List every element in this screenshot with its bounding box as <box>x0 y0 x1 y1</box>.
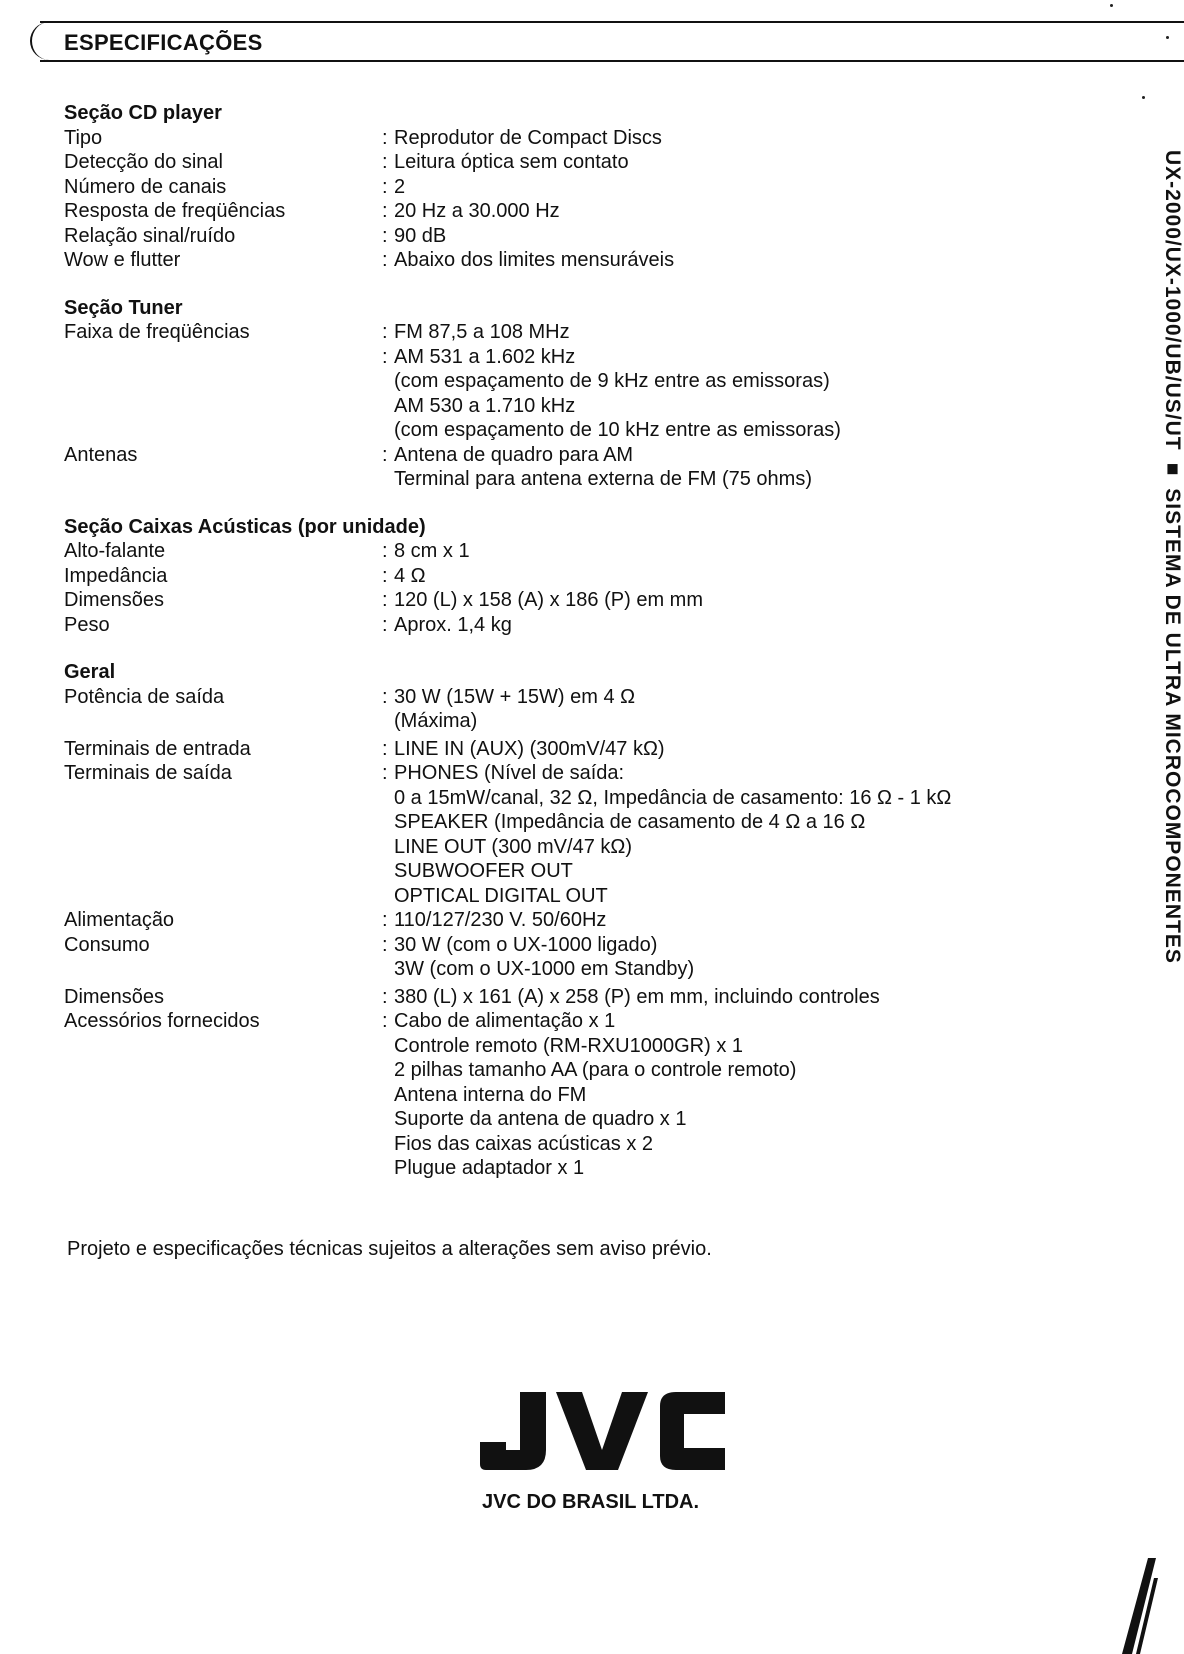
spec-row <box>64 709 1104 734</box>
spec-row <box>64 369 1104 394</box>
spec-label <box>64 859 382 884</box>
specifications-body <box>64 101 1104 1204</box>
spec-row <box>64 737 1104 762</box>
spec-label: Alimentação <box>64 909 175 931</box>
spec-value <box>382 709 1104 734</box>
spec-value-text: Leitura óptica sem contato <box>394 151 629 173</box>
spec-row <box>64 1132 1104 1157</box>
spec-label <box>64 1058 382 1083</box>
spec-value-text: 380 (L) x 161 (A) x 258 (P) em mm, incluindo controles <box>394 985 880 1008</box>
spec-row <box>64 1083 1104 1108</box>
spec-row <box>64 199 1104 224</box>
spec-label: Alto-falante <box>64 540 166 562</box>
spec-value-text: Antena interna do FM <box>394 1083 587 1106</box>
spec-label <box>64 418 382 443</box>
spec-value-text: (com espaçamento de 9 kHz entre as emissoras) <box>394 370 830 392</box>
spec-value: : FM 87,5 a 108 MHz <box>382 321 570 343</box>
spec-value-text: Fios das caixas acústicas x 2 <box>394 1132 653 1155</box>
spec-row <box>64 1009 1104 1034</box>
spec-row <box>64 150 1104 175</box>
spec-value-text: 4 Ω <box>394 564 426 587</box>
spec-label <box>64 467 382 492</box>
spec-row <box>64 248 1104 273</box>
spec-label <box>64 786 382 811</box>
spec-value <box>382 810 1104 835</box>
spec-row <box>64 1058 1104 1083</box>
spec-row <box>64 588 1104 613</box>
spec-value: : 380 (L) x 161 (A) x 258 (P) em mm, incluindo controles <box>382 985 880 1008</box>
spec-row <box>64 224 1104 249</box>
spec-label <box>64 345 382 370</box>
spec-value <box>382 1156 1104 1181</box>
spec-value <box>382 884 1104 909</box>
spec-row <box>64 320 1104 345</box>
spec-section <box>64 515 1104 638</box>
spec-value-text: Plugue adaptador x 1 <box>394 1157 585 1179</box>
spec-value-text: 2 <box>394 175 406 198</box>
spec-label: Detecção do sinal <box>64 151 223 173</box>
spec-value <box>382 859 1104 884</box>
header-bracket <box>30 22 56 60</box>
spec-value-text: (com espaçamento de 10 kHz entre as emissoras) <box>394 419 841 441</box>
spec-label: Resposta de freqüências <box>64 200 286 222</box>
spec-label <box>64 1132 382 1157</box>
spec-label: Número de canais <box>64 175 227 198</box>
section-title: Geral <box>64 661 116 683</box>
spec-row <box>64 957 1104 982</box>
spec-label: Consumo <box>64 933 150 956</box>
spec-value: : 110/127/230 V. 50/60Hz <box>382 909 607 931</box>
spec-value <box>382 369 1104 394</box>
spec-label: Impedância <box>64 564 168 587</box>
spec-value-text: SPEAKER (Impedância de casamento de 4 Ω a 16 Ω <box>394 811 866 833</box>
spec-value-text: 20 Hz a 30.000 Hz <box>394 200 560 222</box>
spec-label <box>64 884 382 909</box>
spec-value-text: FM 87,5 a 108 MHz <box>394 321 570 343</box>
spec-label: Potência de saída <box>64 685 225 708</box>
spec-value-text: (Máxima) <box>394 710 478 732</box>
spec-value: : 2 <box>382 175 406 198</box>
spec-value-text: AM 530 a 1.710 kHz <box>394 394 576 417</box>
spec-value-text: 30 W (15W + 15W) em 4 Ω <box>394 685 636 708</box>
spec-value-text: 2 pilhas tamanho AA (para o controle remoto) <box>394 1059 797 1081</box>
spec-label <box>64 369 382 394</box>
spec-row <box>64 1156 1104 1181</box>
spec-value-text: 30 W (com o UX-1000 ligado) <box>394 933 658 956</box>
logo-text: JVC <box>602 1442 604 1443</box>
spec-value-text: Cabo de alimentação x 1 <box>394 1010 616 1032</box>
spec-value <box>382 1058 1104 1083</box>
spec-value-text: Antena de quadro para AM <box>394 443 634 466</box>
spec-value-text: Aprox. 1,4 kg <box>394 613 512 636</box>
spec-label: Acessórios fornecidos <box>64 1010 260 1032</box>
spec-value: : 90 dB <box>382 224 447 247</box>
spec-value-text: 0 a 15mW/canal, 32 Ω, Impedância de casamento: 16 Ω - 1 kΩ <box>394 786 952 809</box>
speck <box>1142 96 1145 99</box>
spec-value: : 120 (L) x 158 (A) x 186 (P) em mm <box>382 589 703 611</box>
spec-value: : Aprox. 1,4 kg <box>382 613 512 636</box>
spec-value-text: LINE OUT (300 mV/47 kΩ) <box>394 835 632 858</box>
spec-row <box>64 835 1104 860</box>
section-title: Seção Caixas Acústicas (por unidade) <box>64 515 426 538</box>
spec-label <box>64 835 382 860</box>
spec-row <box>64 175 1104 200</box>
spec-value: : Reprodutor de Compact Discs <box>382 126 662 149</box>
spec-row <box>64 126 1104 151</box>
section-title: Seção CD player <box>64 102 222 124</box>
spec-row <box>64 810 1104 835</box>
spec-value-text: LINE IN (AUX) (300mV/47 kΩ) <box>394 737 665 760</box>
spec-value <box>382 786 1104 811</box>
spec-label: Antenas <box>64 443 138 466</box>
spec-label: Dimensões <box>64 985 165 1008</box>
spec-value-text: Abaixo dos limites mensuráveis <box>394 249 675 271</box>
spec-value-text: 110/127/230 V. 50/60Hz <box>394 909 607 931</box>
spec-label <box>64 1156 382 1181</box>
spec-row <box>64 443 1104 468</box>
spec-value-text: 90 dB <box>394 224 447 247</box>
spec-section <box>64 660 1104 1181</box>
spec-value <box>382 418 1104 443</box>
spec-value: : PHONES (Nível de saída: <box>382 762 625 784</box>
spec-value-text: PHONES (Nível de saída: <box>394 762 625 784</box>
spec-row <box>64 985 1104 1010</box>
spec-value-text: 120 (L) x 158 (A) x 186 (P) em mm <box>394 589 703 611</box>
spec-value-text: Reprodutor de Compact Discs <box>394 126 662 149</box>
spec-row <box>64 345 1104 370</box>
spec-row <box>64 933 1104 958</box>
page-title: ESPECIFICAÇÕES <box>64 30 263 55</box>
header-rule-bottom <box>40 60 1184 62</box>
spec-label <box>64 1083 382 1108</box>
spec-label: Wow e flutter <box>64 249 181 271</box>
spec-row <box>64 786 1104 811</box>
spec-value <box>382 1083 1104 1108</box>
speck <box>1110 4 1113 7</box>
corner-slash-mark <box>1118 1558 1158 1654</box>
side-product-label: UX-2000/UX-1000/UB/US/UT ■ SISTEMA DE ULTRA MICROCOMPONENTES <box>1161 150 1184 964</box>
notice-text: Projeto e especificações técnicas sujeitos a alterações sem aviso prévio. <box>67 1238 712 1260</box>
spec-label <box>64 709 382 734</box>
spec-section <box>64 296 1104 492</box>
spec-label: Terminais de entrada <box>64 737 251 760</box>
spec-value: : 30 W (com o UX-1000 ligado) <box>382 933 658 956</box>
spec-row <box>64 564 1104 589</box>
spec-row <box>64 761 1104 786</box>
spec-label: Faixa de freqüências <box>64 321 250 343</box>
spec-value-text: Terminal para antena externa de FM (75 ohms) <box>394 468 812 490</box>
spec-row <box>64 418 1104 443</box>
spec-label <box>64 957 382 982</box>
spec-row <box>64 394 1104 419</box>
spec-section <box>64 101 1104 273</box>
spec-label: Terminais de saída <box>64 762 232 784</box>
spec-row <box>64 908 1104 933</box>
spec-row <box>64 467 1104 492</box>
spec-value-text: 8 cm x 1 <box>394 540 470 562</box>
spec-label <box>64 1034 382 1059</box>
spec-value-text: 3W (com o UX-1000 em Standby) <box>394 958 695 980</box>
spec-label: Dimensões <box>64 589 165 611</box>
spec-label <box>64 394 382 419</box>
spec-row <box>64 1034 1104 1059</box>
spec-value <box>382 467 1104 492</box>
spec-label: Peso <box>64 613 110 636</box>
company-name: JVC DO BRASIL LTDA. <box>482 1491 700 1513</box>
spec-value-text: Controle remoto (RM-RXU1000GR) x 1 <box>394 1034 743 1057</box>
spec-row <box>64 539 1104 564</box>
jvc-logo <box>480 1392 725 1470</box>
spec-value: : 8 cm x 1 <box>382 540 470 562</box>
spec-value: : 20 Hz a 30.000 Hz <box>382 200 560 222</box>
spec-label <box>64 810 382 835</box>
spec-row <box>64 613 1104 638</box>
spec-row <box>64 1107 1104 1132</box>
spec-value: : AM 531 a 1.602 kHz <box>382 345 576 368</box>
spec-value <box>382 1034 1104 1059</box>
spec-value: : Antena de quadro para AM <box>382 443 634 466</box>
spec-value-text: Suporte da antena de quadro x 1 <box>394 1108 687 1130</box>
spec-value <box>382 835 1104 860</box>
spec-value: : 4 Ω <box>382 564 426 587</box>
header-rule-top <box>40 21 1184 23</box>
spec-label: Relação sinal/ruído <box>64 224 236 247</box>
spec-value <box>382 957 1104 982</box>
spec-value: : Leitura óptica sem contato <box>382 151 629 173</box>
spec-value-text: OPTICAL DIGITAL OUT <box>394 884 608 907</box>
spec-value: : Abaixo dos limites mensuráveis <box>382 249 675 271</box>
spec-value: : Cabo de alimentação x 1 <box>382 1010 616 1032</box>
spec-label <box>64 1107 382 1132</box>
spec-label: Tipo <box>64 126 103 149</box>
spec-value <box>382 1107 1104 1132</box>
spec-row <box>64 884 1104 909</box>
spec-value-text: AM 531 a 1.602 kHz <box>394 345 576 368</box>
speck <box>1166 36 1169 39</box>
spec-row <box>64 685 1104 710</box>
section-title: Seção Tuner <box>64 296 183 319</box>
spec-value: : LINE IN (AUX) (300mV/47 kΩ) <box>382 737 665 760</box>
spec-value-text: SUBWOOFER OUT <box>394 860 573 882</box>
spec-value: : 30 W (15W + 15W) em 4 Ω <box>382 685 636 708</box>
spec-value <box>382 394 1104 419</box>
spec-row <box>64 859 1104 884</box>
spec-value <box>382 1132 1104 1157</box>
